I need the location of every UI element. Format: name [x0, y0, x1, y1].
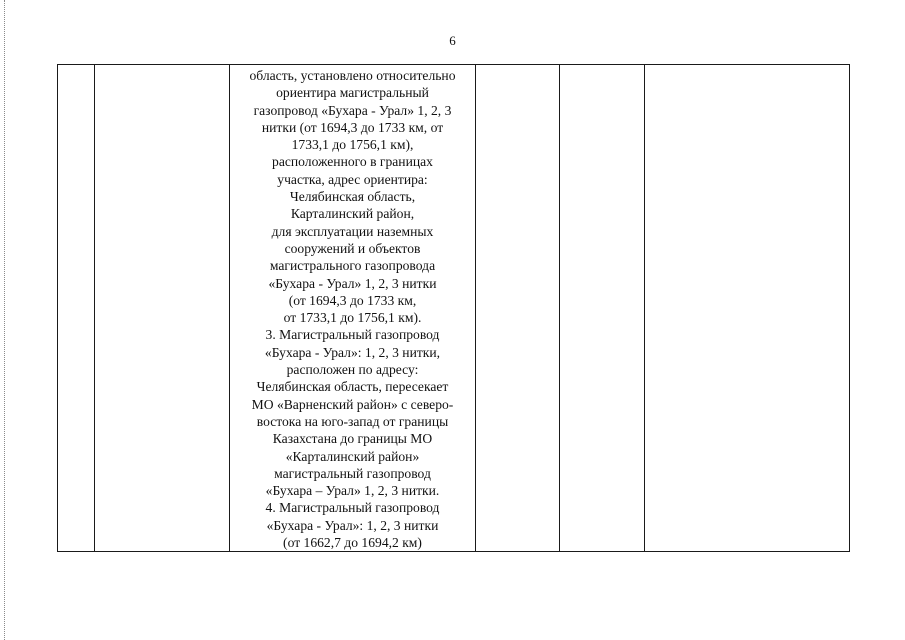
description-line: ориентира магистральный	[276, 85, 429, 101]
cell-column-5	[560, 65, 645, 552]
description-line: Челябинская область, пересекает	[256, 379, 449, 395]
description-line: магистрального газопровода	[269, 258, 436, 274]
description-line: (от 1662,7 до 1694,2 км)	[283, 535, 422, 551]
description-line: 4. Магистральный газопровод	[265, 500, 440, 516]
cell-description	[230, 65, 476, 552]
description-line: «Бухара – Урал» 1, 2, 3 нитки.	[265, 483, 440, 499]
page-number: 6	[449, 33, 456, 48]
description-line: расположен по адресу:	[286, 362, 419, 378]
description-line: Карталинский район,	[290, 206, 415, 222]
description-line: Челябинская область,	[289, 189, 416, 205]
cell-column-6	[645, 65, 850, 552]
description-line: 3. Магистральный газопровод	[265, 327, 440, 343]
description-line: Казахстана до границы МО	[272, 431, 433, 447]
description-line: для эксплуатации наземных	[271, 223, 434, 239]
description-line: магистральный газопровод	[274, 465, 431, 481]
description-line: газопровод «Бухара - Урал» 1, 2, 3	[253, 102, 452, 118]
cell-cadastral	[95, 65, 230, 552]
description-line: сооружений и объектов	[284, 240, 421, 256]
binding-margin-line	[4, 0, 5, 640]
description-line: МО «Варненский район» с северо-	[251, 396, 454, 412]
description-line: «Бухара - Урал»: 1, 2, 3 нитки,	[264, 344, 441, 360]
cell-column-4	[476, 65, 560, 552]
description-line: 1733,1 до 1756,1 км),	[291, 137, 414, 153]
description-line: «Карталинский район»	[285, 448, 420, 464]
cell-number	[58, 65, 95, 552]
table-row	[58, 65, 850, 552]
description-line: востока на юго-запад от границы	[256, 413, 449, 429]
description-line: нитки (от 1694,3 до 1733 км, от	[261, 119, 444, 135]
description-line: (от 1694,3 до 1733 км,	[288, 292, 417, 308]
description-line: от 1733,1 до 1756,1 км).	[283, 310, 422, 326]
description-line: «Бухара - Урал»: 1, 2, 3 нитки	[266, 517, 439, 533]
description-line: область, установлено относительно	[249, 68, 456, 83]
description-line: «Бухара - Урал» 1, 2, 3 нитки	[268, 275, 437, 291]
description-line: участка, адрес ориентира:	[277, 171, 428, 187]
description-line: расположенного в границах	[272, 154, 433, 170]
document-table	[57, 64, 850, 552]
